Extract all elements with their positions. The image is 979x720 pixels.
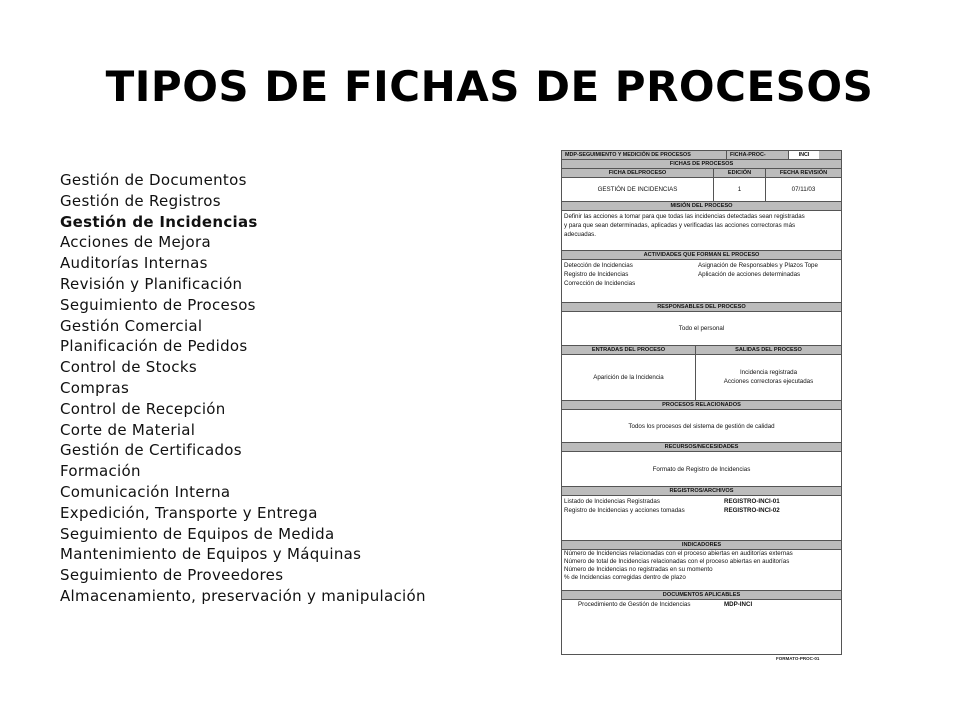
registro-code: REGISTRO-INCI-01: [724, 498, 780, 505]
salidas-value: Acciones correctoras ejecutadas: [723, 378, 814, 385]
list-item: Acciones de Mejora: [60, 233, 211, 252]
actividades-body: [562, 260, 841, 303]
documento-item: Procedimiento de Gestión de Incidencias: [578, 601, 691, 608]
salidas-value: Incidencia registrada: [739, 369, 798, 376]
recursos-header: RECURSOS/NECESIDADES: [562, 443, 841, 452]
documento-code: MDP-INCI: [724, 601, 753, 608]
edicion-value: 1: [714, 178, 766, 201]
list-item: Revisión y Planificación: [60, 274, 243, 293]
fecha-value: 07/11/03: [791, 186, 816, 193]
form-header-ficha: FICHA-PROC-: [727, 151, 789, 159]
process-sheet-form: [561, 150, 842, 655]
fichas-header: FICHAS DE PROCESOS: [562, 160, 841, 169]
list-item: Comunicación Interna: [60, 482, 231, 501]
form-header-title: MDP-SEGUIMIENTO Y MEDICIÓN DE PROCESOS: [562, 151, 727, 159]
list-item: Gestión de Registros: [60, 191, 221, 210]
salidas-cell: [696, 355, 841, 400]
list-item: Almacenamiento, preservación y manipulación: [60, 586, 426, 605]
indicadores-header: INDICADORES: [562, 541, 841, 550]
mision-body: [562, 211, 841, 251]
indicador-item: Número de Incidencias relacionadas con el proceso abiertas en auditorías externas: [564, 550, 793, 557]
actividades-header: ACTIVIDADES QUE FORMAN EL PROCESO: [562, 251, 841, 260]
relacionados-value: Todos los procesos del sistema de gestión de calidad: [562, 410, 841, 443]
entradas-salidas-header-row: [562, 346, 841, 355]
mision-line: y para que sean determinadas, aplicadas y verificadas las acciones correctoras más: [564, 222, 796, 229]
list-item: Planificación de Pedidos: [60, 337, 248, 356]
registro-item: Registro de Incidencias y acciones tomadas: [564, 507, 685, 514]
ficha-columns-row: [562, 169, 841, 178]
indicador-item: % de Incidencias corregidas dentro de plazo: [564, 574, 686, 581]
actividad-item: Corrección de Incidencias: [564, 280, 636, 287]
col-ficha-header: FICHA DELPROCESO: [562, 169, 714, 177]
list-item: Expedición, Transporte y Entrega: [60, 503, 318, 522]
list-item: Mantenimiento de Equipos y Máquinas: [60, 545, 362, 564]
actividad-item: Aplicación de acciones determinadas: [698, 271, 801, 278]
indicador-item: Número de total de Incidencias relacionadas con el proceso abiertas en auditorías: [564, 558, 790, 565]
actividad-item: Detección de Incidencias: [564, 262, 633, 269]
entradas-header: ENTRADAS DEL PROCESO: [562, 346, 696, 354]
list-item: Auditorías Internas: [60, 254, 208, 273]
mision-line: adecuadas.: [564, 231, 596, 238]
actividad-item: Asignación de Responsables y Plazos Tope: [698, 262, 818, 269]
indicador-item: Número de Incidencias no registradas en su momento: [564, 566, 713, 573]
ficha-value: GESTIÓN DE INCIDENCIAS: [562, 178, 714, 201]
mision-header: MISIÓN DEL PROCESO: [562, 202, 841, 211]
registro-item: Listado de Incidencias Registradas: [564, 498, 660, 505]
page-title: TIPOS DE FICHAS DE PROCESOS: [105, 62, 874, 111]
salidas-header: SALIDAS DEL PROCESO: [735, 347, 802, 353]
relacionados-header: PROCESOS RELACIONADOS: [562, 401, 841, 410]
documentos-header: DOCUMENTOS APLICABLES: [562, 591, 841, 600]
responsables-value: Todo el personal: [562, 312, 841, 346]
list-item: Control de Recepción: [60, 399, 226, 418]
registros-body: [562, 496, 841, 541]
responsables-header: RESPONSABLES DEL PROCESO: [562, 303, 841, 312]
ficha-values-row: [562, 178, 841, 202]
col-edicion-header: EDICIÓN: [714, 169, 766, 177]
col-fecha-header: FECHA REVISIÓN: [779, 170, 828, 176]
list-item: Gestión de Documentos: [60, 171, 247, 189]
list-item: Formación: [60, 462, 141, 481]
documentos-body: [562, 600, 841, 654]
list-item: Gestión Comercial: [60, 316, 203, 335]
list-item: Compras: [60, 378, 130, 397]
registros-header: REGISTROS/ARCHIVOS: [562, 487, 841, 496]
list-item-highlighted: Gestión de Incidencias: [60, 212, 258, 231]
list-item: Gestión de Certificados: [60, 441, 242, 460]
list-item: Seguimiento de Procesos: [60, 295, 256, 314]
entradas-salidas-body: [562, 355, 841, 401]
form-footer-code: FORMATO-PROC-01: [776, 656, 820, 661]
registro-code: REGISTRO-INCI-02: [724, 507, 780, 514]
form-header-code: INCI: [789, 151, 819, 159]
mision-line: Definir las acciones a tomar para que todas las incidencias detectadas sean registradas: [564, 213, 805, 220]
recursos-value: Formato de Registro de Incidencias: [562, 452, 841, 487]
list-item: Corte de Material: [60, 420, 196, 439]
form-header-row: [562, 151, 841, 160]
list-item: Seguimiento de Equipos de Medida: [60, 524, 335, 543]
list-item: Seguimiento de Proveedores: [60, 566, 284, 585]
list-item: Control de Stocks: [60, 358, 197, 377]
indicadores-body: [562, 550, 841, 591]
entradas-value: Aparición de la Incidencia: [562, 355, 696, 400]
actividad-item: Registro de Incidencias: [564, 271, 629, 278]
process-list: [60, 170, 426, 607]
